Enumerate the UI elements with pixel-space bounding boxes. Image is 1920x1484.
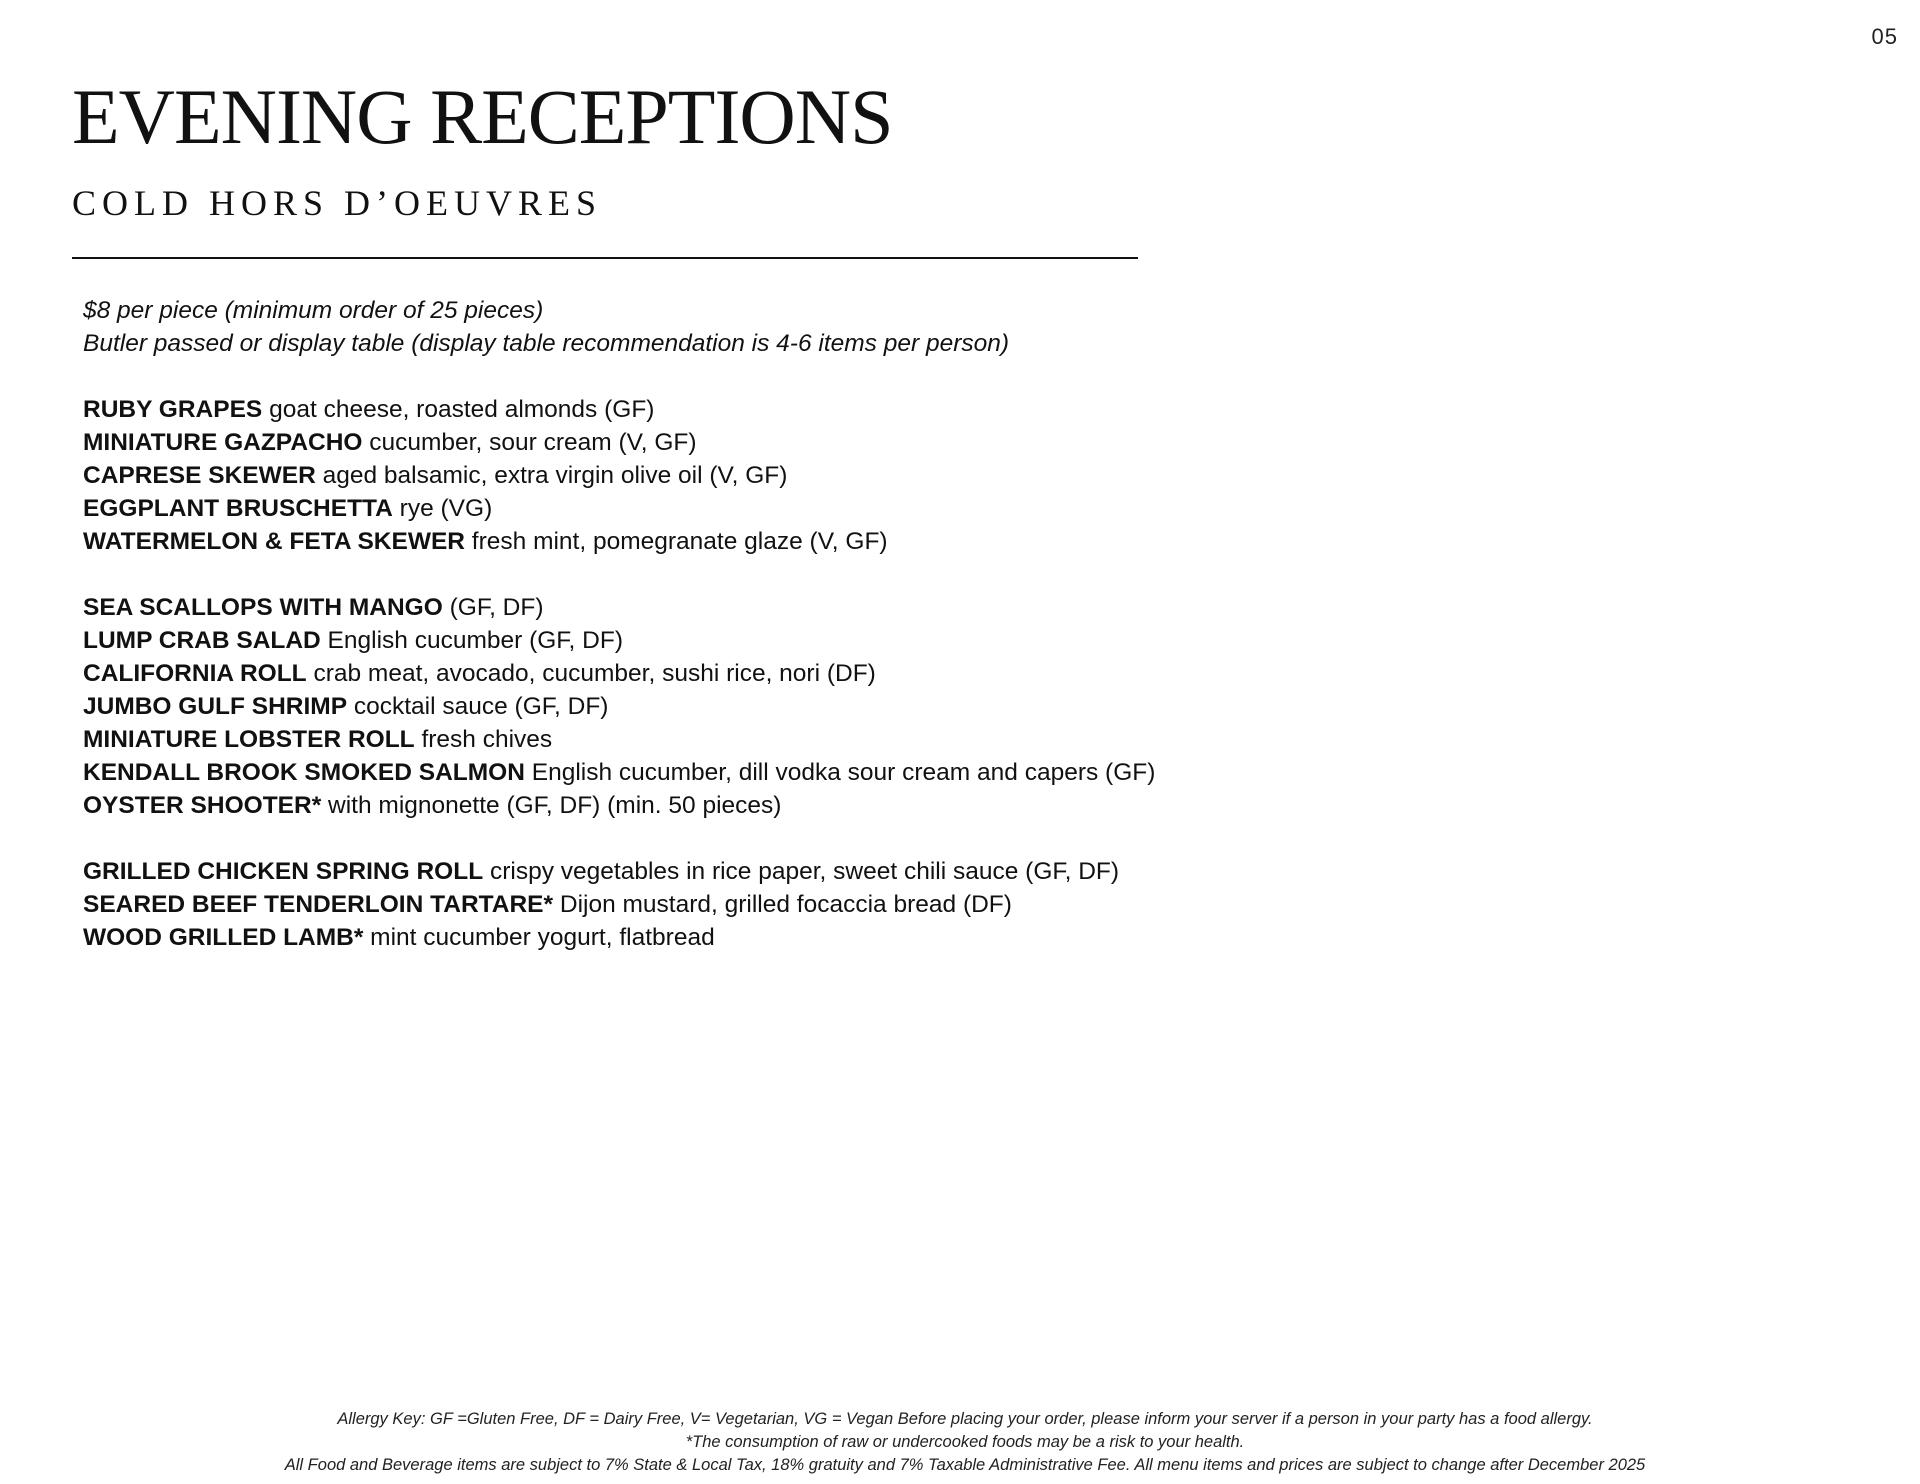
price-line: $8 per piece (minimum order of 25 pieces) bbox=[83, 297, 544, 324]
menu-item bbox=[83, 789, 1583, 822]
menu-item-desc: with mignonette (GF, DF) (min. 50 pieces) bbox=[321, 792, 782, 819]
tax-note: All Food and Beverage items are subject to 7% State & Local Tax, 18% gratuity and 7% Taxable Administrative Fee. All menu items and prices are subject to change after December 2025 bbox=[284, 1456, 1646, 1474]
menu-group-seafood bbox=[83, 591, 1583, 822]
menu-item-name: KENDALL BROOK SMOKED SALMON bbox=[83, 759, 525, 786]
menu-item-desc: crispy vegetables in rice paper, sweet chili sauce (GF, DF) bbox=[483, 858, 1120, 885]
menu-item bbox=[83, 459, 1583, 492]
section-subtitle: COLD HORS D’OEUVRES bbox=[72, 183, 603, 223]
menu-item-desc: rye (VG) bbox=[392, 495, 493, 522]
menu-item-name: LUMP CRAB SALAD bbox=[83, 627, 321, 654]
menu-item-desc: cocktail sauce (GF, DF) bbox=[347, 693, 609, 720]
menu-item-desc: fresh mint, pomegranate glaze (V, GF) bbox=[465, 528, 888, 555]
menu-item-desc: English cucumber (GF, DF) bbox=[320, 627, 623, 654]
menu-item bbox=[83, 426, 1583, 459]
menu-item-desc: (GF, DF) bbox=[442, 594, 544, 621]
menu-item-desc: mint cucumber yogurt, flatbread bbox=[363, 924, 715, 951]
menu-item bbox=[83, 888, 1583, 921]
title-divider bbox=[72, 257, 1138, 259]
menu-item bbox=[83, 723, 1583, 756]
page-title: EVENING RECEPTIONS bbox=[72, 73, 893, 160]
menu-item-desc: aged balsamic, extra virgin olive oil (V, GF) bbox=[315, 462, 788, 489]
menu-item-desc: English cucumber, dill vodka sour cream and capers (GF) bbox=[524, 759, 1156, 786]
menu-item-name: CAPRESE SKEWER bbox=[83, 462, 316, 489]
menu-item-name: RUBY GRAPES bbox=[83, 396, 263, 423]
menu-item-desc: Dijon mustard, grilled focaccia bread (DF) bbox=[553, 891, 1012, 918]
menu-item bbox=[83, 756, 1583, 789]
menu-item bbox=[83, 492, 1583, 525]
menu-item-desc: crab meat, avocado, cucumber, sushi rice, nori (DF) bbox=[306, 660, 876, 687]
menu-item bbox=[83, 690, 1583, 723]
page-number: 05 bbox=[1871, 24, 1898, 49]
menu-item-name: WOOD GRILLED LAMB* bbox=[83, 924, 364, 951]
menu-intro bbox=[83, 294, 1583, 360]
page-footer bbox=[0, 1408, 1920, 1477]
menu-item-name: SEARED BEEF TENDERLOIN TARTARE* bbox=[83, 891, 554, 918]
raw-food-warning: *The consumption of raw or undercooked foods may be a risk to your health. bbox=[685, 1433, 1245, 1451]
menu-item bbox=[83, 525, 1583, 558]
menu-item-name: OYSTER SHOOTER* bbox=[83, 792, 322, 819]
menu-item bbox=[83, 657, 1583, 690]
menu-item-name: CALIFORNIA ROLL bbox=[83, 660, 307, 687]
menu-content bbox=[83, 294, 1583, 954]
menu-item-desc: goat cheese, roasted almonds (GF) bbox=[262, 396, 655, 423]
service-line: Butler passed or display table (display table recommendation is 4-6 items per person) bbox=[83, 330, 1010, 357]
menu-item-desc: cucumber, sour cream (V, GF) bbox=[362, 429, 697, 456]
menu-group-meat bbox=[83, 855, 1583, 954]
menu-item-name: WATERMELON & FETA SKEWER bbox=[83, 528, 465, 555]
menu-item bbox=[83, 855, 1583, 888]
menu-item-name: MINIATURE GAZPACHO bbox=[83, 429, 363, 456]
menu-item bbox=[83, 921, 1583, 954]
menu-item-desc: fresh chives bbox=[414, 726, 553, 753]
menu-item-name: GRILLED CHICKEN SPRING ROLL bbox=[83, 858, 484, 885]
menu-item bbox=[83, 393, 1583, 426]
allergy-key: Allergy Key: GF =Gluten Free, DF = Dairy Free, V= Vegetarian, VG = Vegan Before placing your order, please inform your server if a person in your party has a food allergy. bbox=[337, 1410, 1593, 1428]
menu-item-name: EGGPLANT BRUSCHETTA bbox=[83, 495, 393, 522]
menu-item-name: JUMBO GULF SHRIMP bbox=[83, 693, 348, 720]
menu-item bbox=[83, 591, 1583, 624]
menu-item bbox=[83, 624, 1583, 657]
menu-group-vegetarian bbox=[83, 393, 1583, 558]
menu-item-name: MINIATURE LOBSTER ROLL bbox=[83, 726, 415, 753]
menu-item-name: SEA SCALLOPS WITH MANGO bbox=[83, 594, 443, 621]
